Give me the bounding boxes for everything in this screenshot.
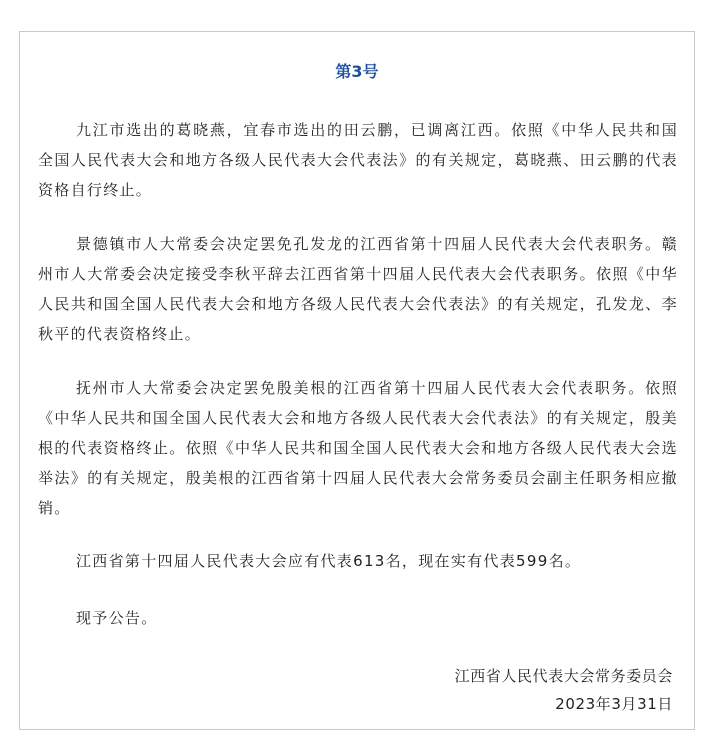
paragraph-4: 江西省第十四届人民代表大会应有代表613名，现在实有代表599名。 (76, 552, 582, 570)
issuer-signature: 江西省人民代表大会常务委员会 (454, 667, 673, 685)
paragraph-1: 九江市选出的葛晓燕，宜春市选出的田云鹏，已调离江西。依照《中华人民共和国全国人民代表大会和地方各级人民代表大会代表法》的有关规定，葛晓燕、田云鹏的代表资格自行终止。 (38, 121, 678, 199)
paragraph-3: 抚州市人大常委会决定罢免殷美根的江西省第十四届人民代表大会代表职务。依照《中华人民共和国全国人民代表大会和地方各级人民代表大会代表法》的有关规定，殷美根的代表资格终止。依照《中华人民共和国全国人民代表大会和地方各级人民代表大会选举法》的有关规定，殷美根的江西省第十四届人民代表大会常务委员会副主任职务相应撤销。 (38, 379, 678, 517)
issue-date: 2023年3月31日 (555, 695, 673, 713)
paragraph-5: 现予公告。 (76, 609, 158, 627)
paragraph-2: 景德镇市人大常委会决定罢免孔发龙的江西省第十四届人民代表大会代表职务。赣州市人大常委会决定接受李秋平辞去江西省第十四届人民代表大会代表职务。依照《中华人民共和国全国人民代表大会和地方各级人民代表大会代表法》的有关规定，孔发龙、李秋平的代表资格终止。 (38, 235, 678, 343)
notice-number: 第3号 (335, 62, 379, 81)
